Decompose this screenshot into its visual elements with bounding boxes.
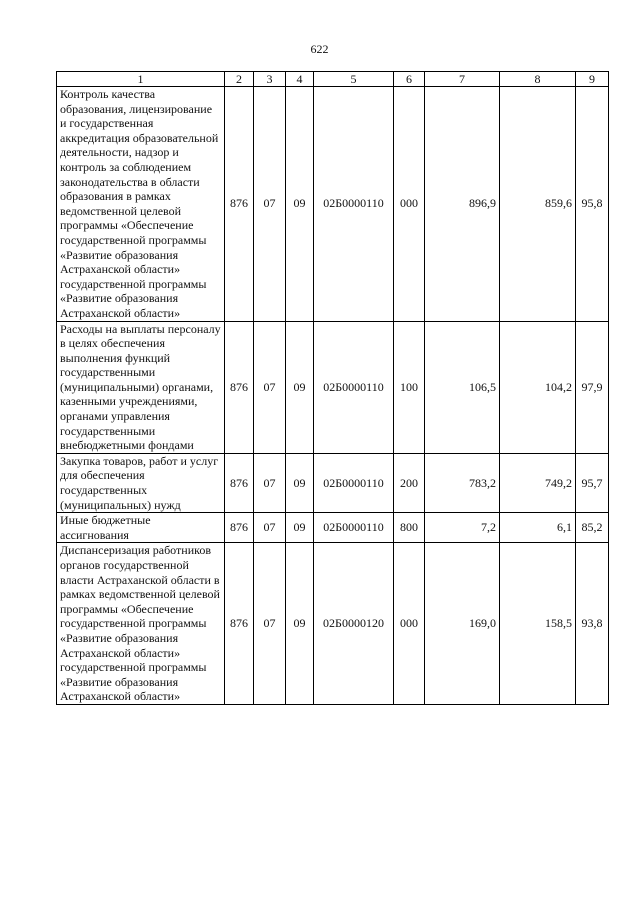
column-header: 9 — [576, 72, 609, 87]
column-header: 5 — [314, 72, 394, 87]
section-code: 07 — [254, 87, 286, 322]
budget-table — [56, 71, 609, 705]
table-row — [57, 513, 609, 543]
ministry-code: 876 — [225, 321, 254, 453]
actual-amount: 6,1 — [500, 513, 576, 543]
execution-percent: 95,7 — [576, 453, 609, 512]
expense-type-code: 800 — [394, 513, 425, 543]
table-row — [57, 321, 609, 453]
target-article-code: 02Б0000110 — [314, 513, 394, 543]
row-description: Иные бюджетные ассигнования — [57, 513, 225, 543]
column-header: 3 — [254, 72, 286, 87]
subsection-code: 09 — [286, 321, 314, 453]
table-row — [57, 453, 609, 512]
row-description: Закупка товаров, работ и услуг для обеспечения государственных (муниципальных) нужд — [57, 453, 225, 512]
section-code: 07 — [254, 321, 286, 453]
subsection-code: 09 — [286, 513, 314, 543]
expense-type-code: 200 — [394, 453, 425, 512]
expense-type-code: 000 — [394, 87, 425, 322]
execution-percent: 97,9 — [576, 321, 609, 453]
row-description: Диспансеризация работников органов государственной власти Астраханской области в рамках ведомственной целевой программы «Обеспечение государственной программы «Развитие образования Астраханской области» государственной программы «Развитие образования Астраханской области» — [57, 543, 225, 705]
column-header: 1 — [57, 72, 225, 87]
expense-type-code: 100 — [394, 321, 425, 453]
planned-amount: 7,2 — [425, 513, 500, 543]
planned-amount: 106,5 — [425, 321, 500, 453]
column-header: 7 — [425, 72, 500, 87]
row-description: Контроль качества образования, лицензирование и государственная аккредитация образовательной деятельности, надзор и контроль за соблюдением законодательства в области образования в рамках ведомственной целевой программы «Обеспечение государственной программы «Развитие образования Астраханской области» государственной программы «Развитие образования Астраханской области» — [57, 87, 225, 322]
section-code: 07 — [254, 543, 286, 705]
column-header: 2 — [225, 72, 254, 87]
row-description: Расходы на выплаты персоналу в целях обеспечения выполнения функций государственными (муниципальными) органами, казенными учреждениями, органами управления государственными внебюджетными фондами — [57, 321, 225, 453]
actual-amount: 158,5 — [500, 543, 576, 705]
actual-amount: 104,2 — [500, 321, 576, 453]
actual-amount: 749,2 — [500, 453, 576, 512]
header-row — [57, 72, 609, 87]
planned-amount: 169,0 — [425, 543, 500, 705]
execution-percent: 85,2 — [576, 513, 609, 543]
target-article-code: 02Б0000110 — [314, 87, 394, 322]
execution-percent: 93,8 — [576, 543, 609, 705]
table-row — [57, 87, 609, 322]
section-code: 07 — [254, 513, 286, 543]
column-header: 4 — [286, 72, 314, 87]
expense-type-code: 000 — [394, 543, 425, 705]
ministry-code: 876 — [225, 513, 254, 543]
section-code: 07 — [254, 453, 286, 512]
column-header: 6 — [394, 72, 425, 87]
page-number: 622 — [310, 42, 329, 56]
target-article-code: 02Б0000110 — [314, 453, 394, 512]
target-article-code: 02Б0000120 — [314, 543, 394, 705]
column-header: 8 — [500, 72, 576, 87]
ministry-code: 876 — [225, 87, 254, 322]
actual-amount: 859,6 — [500, 87, 576, 322]
subsection-code: 09 — [286, 453, 314, 512]
ministry-code: 876 — [225, 453, 254, 512]
execution-percent: 95,8 — [576, 87, 609, 322]
ministry-code: 876 — [225, 543, 254, 705]
planned-amount: 896,9 — [425, 87, 500, 322]
subsection-code: 09 — [286, 87, 314, 322]
subsection-code: 09 — [286, 543, 314, 705]
planned-amount: 783,2 — [425, 453, 500, 512]
table-row — [57, 543, 609, 705]
target-article-code: 02Б0000110 — [314, 321, 394, 453]
